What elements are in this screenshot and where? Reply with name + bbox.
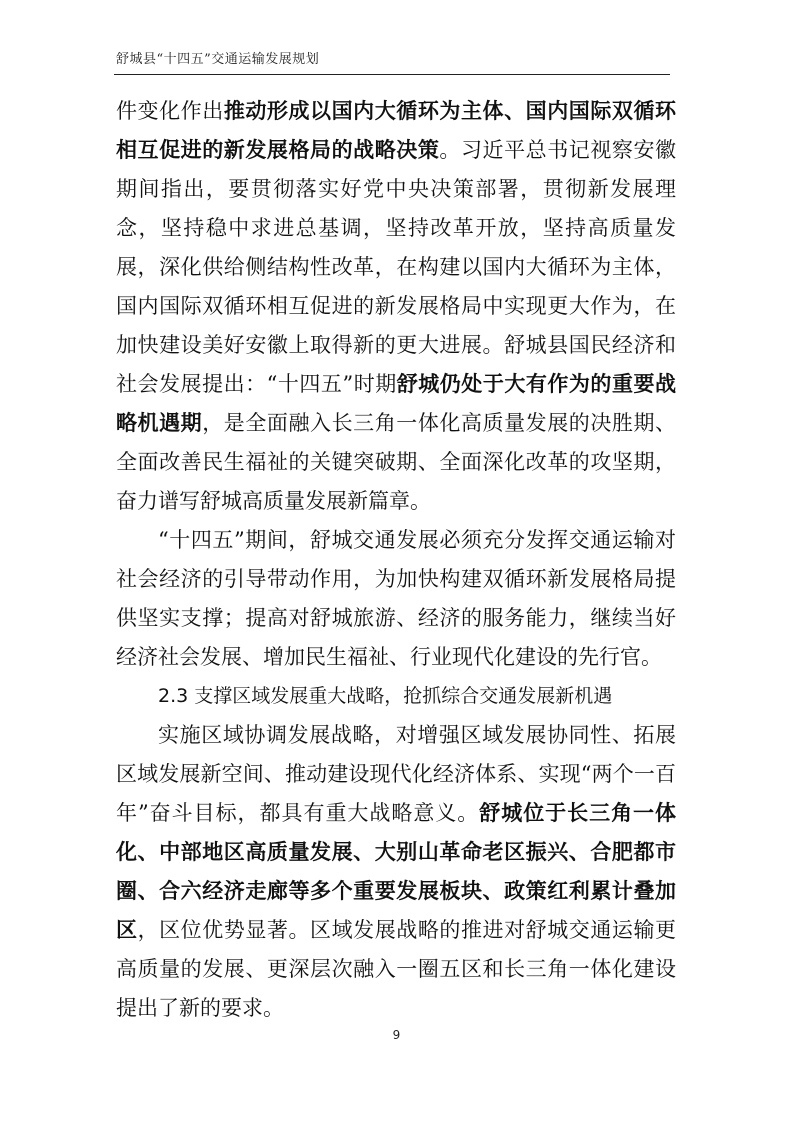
emphasis-text: 舒城位于长三角一体化、中部地区高质量发展、大别山革命老区振兴、合肥都市圈、合六经济走廊等多个重要发展板块、政策红利累计叠加区: [116, 801, 677, 942]
section-heading: 2.3 支撑区域发展重大战略，抢抓综合交通发展新机遇: [158, 685, 613, 707]
paragraph-regional-strategy: [116, 716, 676, 1028]
paragraph-text: ，区位优势显著。区域发展战略的推进对舒城交通运输更高质量的发展、更深层次融入一圈五区和长三角一体化建设提出了新的要求。: [116, 918, 677, 1020]
paragraph-text: 件变化作出: [116, 99, 224, 123]
paragraph-fourteenth-plan: “十四五”期间，舒城交通发展必须充分发挥交通运输对社会经济的引导带动作用，为加快构建双循环新发展格局提供坚实支撑；提高对舒城旅游、经济的服务能力，继续当好经济社会发展、增加民生福祉、行业现代化建设的先行官。: [116, 528, 676, 669]
paragraph-text: 实施区域协调发展战略，对增强区域发展协同性、拓展区域发展新空间、推动建设现代化经济体系、实现“两个一百年”奋斗目标，都具有重大战略意义。: [116, 723, 676, 825]
emphasis-text: 舒城仍处于大有作为的重要战略机遇期: [116, 372, 676, 435]
page-number: 9: [392, 1028, 401, 1042]
emphasis-text: 推动形成以国内大循环为主体、国内国际双循环相互促进的新发展格局的战略决策: [116, 99, 677, 162]
paragraph-text: 。习近平总书记视察安徽期间指出，要贯彻落实好党中央决策部署，贯彻新发展理念，坚持稳中求进总基调，坚持改革开放，坚持高质量发展，深化供给侧结构性改革，在构建以国内大循环为主体，国内国际双循环相互促进的新发展格局中实现更大作为，在加快建设美好安徽上取得新的更大进展。舒城县国民经济和社会发展提出：“十四五”时期: [116, 138, 677, 396]
paragraph-strategy: [116, 92, 676, 521]
header-rule: [114, 74, 670, 75]
running-header: 舒城县“十四五”交通运输发展规划: [116, 52, 320, 67]
paragraph-text: ，是全面融入长三角一体化高质量发展的决胜期、全面改善民生福祉的关键突破期、全面深化改革的攻坚期，奋力谱写舒城高质量发展新篇章。: [116, 411, 677, 513]
page-body: [116, 92, 676, 1028]
